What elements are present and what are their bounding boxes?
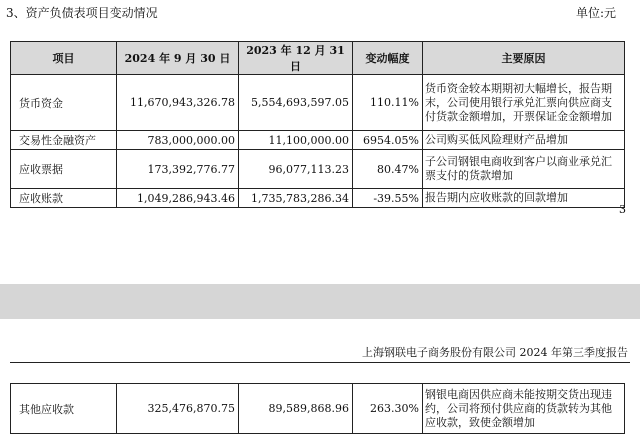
row-value-2024: 325,476,870.75 <box>117 384 239 434</box>
row-reason: 钢银电商因供应商未能按期交货出现违约，公司将预付供应商的货款转为其他应收款，致使金额增加 <box>423 384 625 434</box>
row-reason: 报告期内应收账款的回款增加 <box>423 189 625 208</box>
table-row <box>11 189 625 208</box>
section-heading: 3、资产负债表项目变动情况 <box>6 6 158 20</box>
row-name: 其他应收款 <box>11 384 117 434</box>
row-value-2023: 96,077,113.23 <box>239 150 353 189</box>
page-break-separator <box>0 284 640 319</box>
unit-label: 单位:元 <box>575 6 616 20</box>
table-header-row <box>11 42 625 75</box>
header-2024: 2024 年 9 月 30 日 <box>117 42 239 75</box>
row-value-2023: 5,554,693,597.05 <box>239 75 353 131</box>
row-change: 80.47% <box>353 150 423 189</box>
row-change: -39.55% <box>353 189 423 208</box>
table-row <box>11 384 625 434</box>
header-change: 变动幅度 <box>353 42 423 75</box>
header-rule <box>10 362 630 363</box>
row-value-2023: 89,589,868.96 <box>239 384 353 434</box>
row-change: 263.30% <box>353 384 423 434</box>
balance-sheet-change-table-continued <box>10 383 625 434</box>
row-value-2023: 1,735,783,286.34 <box>239 189 353 208</box>
table-row <box>11 75 625 131</box>
row-value-2024: 783,000,000.00 <box>117 131 239 150</box>
header-item: 项目 <box>11 42 117 75</box>
row-name: 应收账款 <box>11 189 117 208</box>
row-value-2024: 11,670,943,326.78 <box>117 75 239 131</box>
row-value-2024: 173,392,776.77 <box>117 150 239 189</box>
header-reason: 主要原因 <box>423 42 625 75</box>
row-reason: 子公司钢银电商收到客户以商业承兑汇票支付的货款增加 <box>423 150 625 189</box>
page-number: 3 <box>619 203 626 216</box>
row-change: 110.11% <box>353 75 423 131</box>
row-reason: 公司购买低风险理财产品增加 <box>423 131 625 150</box>
table-row <box>11 150 625 189</box>
table-row <box>11 131 625 150</box>
row-change: 6954.05% <box>353 131 423 150</box>
report-title: 上海钢联电子商务股份有限公司 2024 年第三季度报告 <box>362 346 628 359</box>
row-name: 应收票据 <box>11 150 117 189</box>
balance-sheet-change-table <box>10 41 625 208</box>
row-name: 货币资金 <box>11 75 117 131</box>
header-2023: 2023 年 12 月 31 日 <box>239 42 353 75</box>
row-reason: 货币资金较本期期初大幅增长，报告期末，公司使用银行承兑汇票向供应商支付货款金额增加，开票保证金金额增加 <box>423 75 625 131</box>
row-name: 交易性金融资产 <box>11 131 117 150</box>
row-value-2023: 11,100,000.00 <box>239 131 353 150</box>
row-value-2024: 1,049,286,943.46 <box>117 189 239 208</box>
